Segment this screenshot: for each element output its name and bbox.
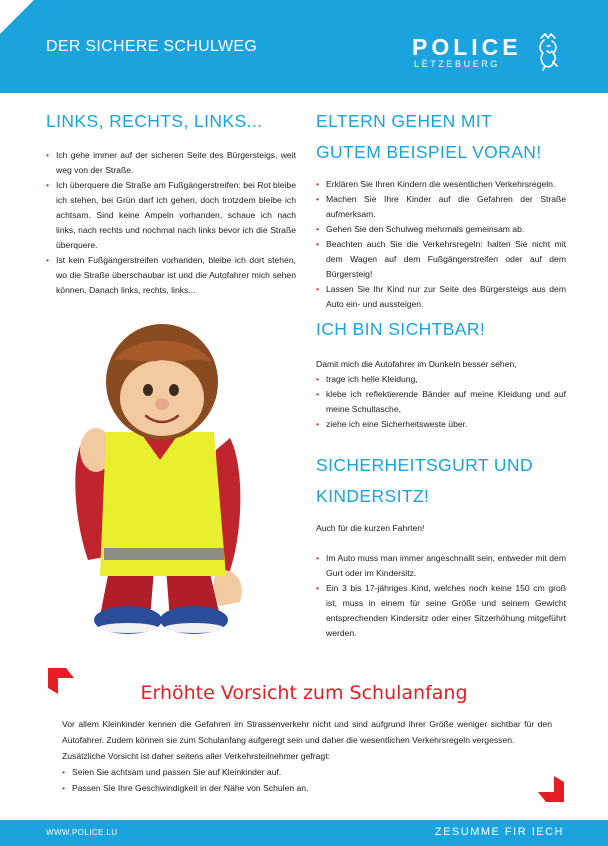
eltern-bullet-list xyxy=(316,177,566,312)
logo-subtitle: LËTZEBUERG xyxy=(414,59,501,69)
list-item: • Ich gehe immer auf der sicheren Seite des Bürgersteigs, weit weg von der Straße. xyxy=(46,148,296,178)
schulanfang-bullet-list xyxy=(62,764,552,796)
list-item: • Gehen Sie den Schulweg mehrmals gemeinsam ab. xyxy=(316,222,566,237)
lion-emblem-icon xyxy=(535,32,561,72)
sichtbar-bullet-list xyxy=(316,372,566,432)
section-heading-sichtbar: ICH BIN SICHTBAR! xyxy=(316,319,486,339)
police-logo xyxy=(412,36,522,70)
section-heading-eltern-1: ELTERN GEHEN MIT xyxy=(316,111,493,131)
list-item: • Machen Sie Ihre Kinder auf die Gefahren der Straße aufmerksam. xyxy=(316,192,566,222)
puppet-illustration xyxy=(70,320,250,640)
links-bullet-list xyxy=(46,148,296,298)
list-item: • Ist kein Fußgängerstreifen vorhanden, bleibe ich dort stehen, wo die Straße überschaubar ist und die Autofahrer mich sehen können. Danach links, rechts, links... xyxy=(46,253,296,298)
page-title: DER SICHERE SCHULWEG xyxy=(46,38,258,55)
list-item: • ziehe ich eine Sicherheitsweste über. xyxy=(316,417,566,432)
footer-website-link[interactable]: WWW.POLICE.LU xyxy=(46,828,118,837)
list-item: • Ich überquere die Straße am Fußgängerstreifen: bei Rot bleibe ich stehen, bei Grün darf ich gehen, doch trotzdem bleibe ich achtsam. Sind keine Ampeln vorhanden, schaue ich nach links, nach rechts und nochmal nach links bevor ich die Straße überquere. xyxy=(46,178,296,253)
gurt-intro: Auch für die kurzen Fahrten! xyxy=(316,523,425,533)
section-heading-eltern-2: GUTEM BEISPIEL VORAN! xyxy=(316,142,542,162)
footer-bar xyxy=(0,820,608,846)
schulanfang-text xyxy=(62,716,552,796)
list-item: • Im Auto muss man immer angeschnallt sein, entweder mit dem Gurt oder im Kindersitz. xyxy=(316,551,566,581)
header-bar xyxy=(0,0,608,93)
gurt-bullet-list xyxy=(316,551,566,641)
footer-slogan: ZESUMME FIR IECH xyxy=(434,826,564,838)
folded-corner-decoration xyxy=(0,0,34,34)
list-item: • Ein 3 bis 17-jähriges Kind, welches noch keine 150 cm groß ist, muss in einem für seine Größe und seinem Gewicht entsprechenden Kindersitz oder einer Sitzerhöhung mitgeführt werden. xyxy=(316,581,566,641)
section-heading-links: LINKS, RECHTS, LINKS... xyxy=(46,111,263,131)
schulanfang-paragraph-2: Zusätzliche Vorsicht ist daher seitens aller Verkehrsteilnehmer gefragt: xyxy=(62,751,330,761)
section-heading-schulanfang: Erhöhte Vorsicht zum Schulanfang xyxy=(140,682,468,704)
schulanfang-paragraph: Vor allem Kleinkinder kennen die Gefahren im Strassenverkehr nicht und sind aufgrund ihrer Größe weniger sichtbar für den Autofahrer. Zudem können sie zum Schulanfang aufgeregt sein und daher die wesentlichen Verkehrsregeln vergessen. xyxy=(62,719,552,745)
list-item: • Erklären Sie Ihren Kindern die wesentlichen Verkehrsregeln. xyxy=(316,177,566,192)
section-heading-gurt-2: KINDERSITZ! xyxy=(316,486,430,506)
section-heading-gurt-1: SICHERHEITSGURT UND xyxy=(316,455,533,475)
logo-word: POLICE xyxy=(412,34,522,60)
list-item: • Beachten auch Sie die Verkehrsregeln: halten Sie nicht mit dem Wagen auf dem Fußgängerstreifen oder auf dem Bürgersteig! xyxy=(316,237,566,282)
list-item: • Seien Sie achtsam und passen Sie auf Kleinkinder auf. xyxy=(62,764,552,780)
list-item: • Lassen Sie Ihr Kind nur zur Seite des Bürgersteigs aus dem Auto ein- und aussteigen. xyxy=(316,282,566,312)
list-item: • trage ich helle Kleidung, xyxy=(316,372,566,387)
list-item: • klebe ich reflektierende Bänder auf meine Kleidung und auf meine Schultasche, xyxy=(316,387,566,417)
sichtbar-intro: Damit mich die Autofahrer im Dunkeln besser sehen, xyxy=(316,359,517,369)
list-item: • Passen Sie Ihre Geschwindigkeit in der Nähe von Schulen an. xyxy=(62,780,552,796)
